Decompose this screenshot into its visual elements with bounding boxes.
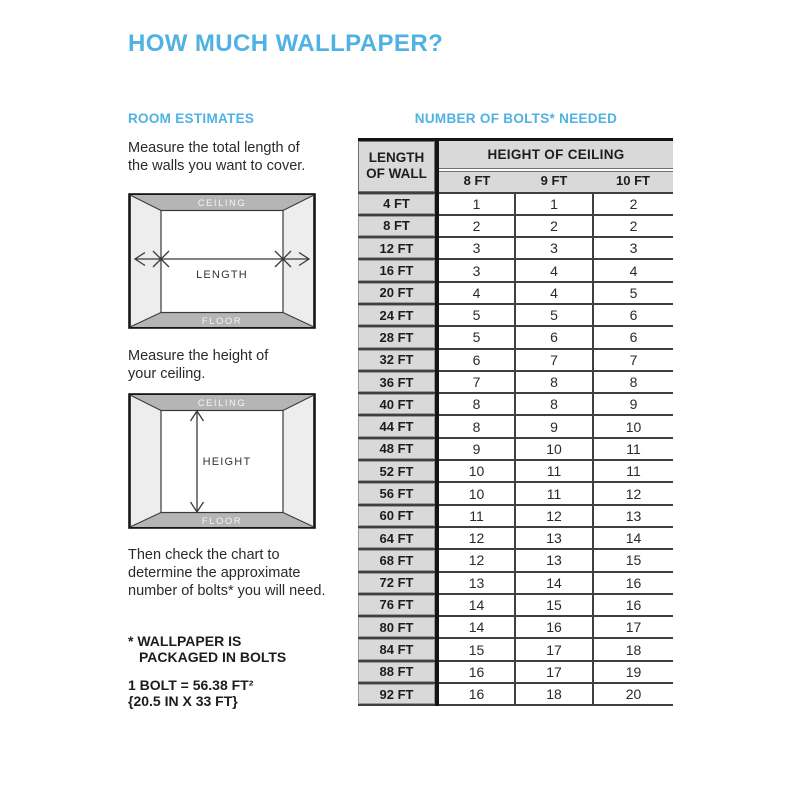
bolts-count-cell: 1: [515, 193, 593, 215]
bolts-count-cell: 12: [437, 549, 515, 571]
length-label: LENGTH: [196, 269, 248, 281]
bolts-count-cell: 4: [593, 259, 673, 281]
bolts-count-cell: 14: [437, 594, 515, 616]
wall-length-cell: 24 FT: [358, 304, 437, 326]
bolts-count-cell: 13: [437, 572, 515, 594]
table-row: [358, 482, 673, 504]
bolts-count-cell: 14: [437, 616, 515, 638]
bolts-count-cell: 12: [593, 482, 673, 504]
bolts-count-cell: 1: [437, 193, 515, 215]
table-row: [358, 505, 673, 527]
ceiling-label: CEILING: [197, 198, 247, 209]
bolt-size-line: 1 BOLT = 56.38 FT²: [128, 677, 254, 693]
bolts-count-cell: 8: [437, 393, 515, 415]
length-of-wall-header: [358, 140, 437, 193]
room-estimates-heading: ROOM ESTIMATES: [128, 111, 255, 126]
header-line: LENGTH: [368, 150, 425, 166]
wall-length-cell: 52 FT: [358, 460, 437, 482]
instruction-line: the walls you want to cover.: [128, 158, 306, 174]
bolts-footnote: [128, 634, 286, 665]
header-row: [358, 140, 673, 169]
wall-length-cell: 76 FT: [358, 594, 437, 616]
table-row: [358, 326, 673, 348]
bolts-count-cell: 3: [515, 237, 593, 259]
check-chart-instruction: [128, 546, 325, 600]
bolts-count-cell: 18: [593, 638, 673, 660]
table-row: [358, 683, 673, 705]
ceiling-9ft-header: 9 FT: [515, 169, 593, 193]
bolts-needed-table: [358, 138, 673, 706]
bolts-count-cell: 7: [437, 371, 515, 393]
bolts-count-cell: 11: [593, 460, 673, 482]
bolts-count-cell: 16: [437, 683, 515, 705]
instruction-line: determine the approximate: [128, 565, 301, 581]
bolts-count-cell: 15: [437, 638, 515, 660]
bolts-count-cell: 5: [515, 304, 593, 326]
bolts-count-cell: 18: [515, 683, 593, 705]
bolts-count-cell: 14: [593, 527, 673, 549]
wall-length-cell: 28 FT: [358, 326, 437, 348]
bolts-count-cell: 16: [593, 594, 673, 616]
table-row: [358, 415, 673, 437]
wall-length-cell: 16 FT: [358, 259, 437, 281]
table-row: [358, 527, 673, 549]
wall-length-cell: 8 FT: [358, 215, 437, 237]
back-wall: [161, 211, 283, 313]
bolts-count-cell: 14: [515, 572, 593, 594]
bolts-count-cell: 7: [593, 349, 673, 371]
wall-length-cell: 56 FT: [358, 482, 437, 504]
bolts-count-cell: 2: [593, 193, 673, 215]
bolts-count-cell: 4: [515, 259, 593, 281]
floor-label: FLOOR: [201, 516, 243, 527]
bolts-count-cell: 6: [593, 304, 673, 326]
bolts-count-cell: 17: [515, 638, 593, 660]
bolts-table-section: [358, 111, 674, 706]
bolts-count-cell: 8: [515, 371, 593, 393]
wall-length-cell: 80 FT: [358, 616, 437, 638]
bolts-count-cell: 2: [437, 215, 515, 237]
bolts-count-cell: 5: [437, 326, 515, 348]
table-row: [358, 193, 673, 215]
footnote-line: * WALLPAPER IS: [128, 633, 242, 649]
instruction-line: Then check the chart to: [128, 547, 280, 563]
bolts-count-cell: 2: [593, 215, 673, 237]
instruction-line: number of bolts* you will need.: [128, 583, 326, 599]
bolts-count-cell: 13: [515, 549, 593, 571]
bolts-count-cell: 8: [593, 371, 673, 393]
height-label: HEIGHT: [202, 456, 252, 468]
wall-length-cell: 32 FT: [358, 349, 437, 371]
bolts-count-cell: 3: [437, 259, 515, 281]
wall-length-cell: 48 FT: [358, 438, 437, 460]
bolts-needed-heading: NUMBER OF BOLTS* NEEDED: [414, 111, 618, 126]
instruction-line: your ceiling.: [128, 366, 206, 382]
bolts-count-cell: 11: [593, 438, 673, 460]
bolts-count-cell: 4: [515, 282, 593, 304]
measure-length-instruction: [128, 139, 305, 175]
header-line: OF WALL: [366, 166, 427, 182]
bolts-count-cell: 13: [515, 527, 593, 549]
table-row: [358, 438, 673, 460]
table-row: [358, 594, 673, 616]
footnote-line: PACKAGED IN BOLTS: [139, 648, 287, 665]
ceiling-10ft-header: 10 FT: [593, 169, 673, 193]
bolts-count-cell: 8: [515, 393, 593, 415]
wall-length-cell: 88 FT: [358, 661, 437, 683]
table-row: [358, 304, 673, 326]
table-row: [358, 460, 673, 482]
wall-length-cell: 40 FT: [358, 393, 437, 415]
ceiling-label: CEILING: [197, 398, 247, 409]
wall-length-cell: 84 FT: [358, 638, 437, 660]
bolts-count-cell: 9: [593, 393, 673, 415]
bolts-count-cell: 15: [515, 594, 593, 616]
bolts-count-cell: 12: [437, 527, 515, 549]
bolts-count-cell: 16: [515, 616, 593, 638]
height-of-ceiling-header: HEIGHT OF CEILING: [437, 140, 673, 169]
bolts-count-cell: 17: [593, 616, 673, 638]
wall-length-cell: 64 FT: [358, 527, 437, 549]
measure-height-instruction: [128, 347, 268, 383]
wall-length-cell: 4 FT: [358, 193, 437, 215]
floor-label: FLOOR: [201, 316, 243, 327]
bolts-count-cell: 11: [515, 460, 593, 482]
bolts-count-cell: 6: [437, 349, 515, 371]
bolts-count-cell: 5: [593, 282, 673, 304]
bolts-count-cell: 15: [593, 549, 673, 571]
bolts-count-cell: 3: [593, 237, 673, 259]
bolts-count-cell: 8: [437, 415, 515, 437]
bolts-count-cell: 10: [437, 460, 515, 482]
bolts-count-cell: 20: [593, 683, 673, 705]
table-row: [358, 282, 673, 304]
bolts-count-cell: 3: [437, 237, 515, 259]
table-row: [358, 616, 673, 638]
table-row: [358, 393, 673, 415]
room-length-diagram: [128, 193, 316, 329]
wall-length-cell: 68 FT: [358, 549, 437, 571]
table-row: [358, 349, 673, 371]
bolts-count-cell: 5: [437, 304, 515, 326]
bolts-count-cell: 2: [515, 215, 593, 237]
table-row: [358, 259, 673, 281]
bolts-count-cell: 6: [593, 326, 673, 348]
bolts-count-cell: 6: [515, 326, 593, 348]
page-title: HOW MUCH WALLPAPER?: [128, 30, 444, 57]
table-row: [358, 638, 673, 660]
table-row: [358, 215, 673, 237]
wall-length-cell: 36 FT: [358, 371, 437, 393]
wall-length-cell: 92 FT: [358, 683, 437, 705]
wall-length-cell: 72 FT: [358, 572, 437, 594]
bolts-count-cell: 10: [437, 482, 515, 504]
bolts-count-cell: 7: [515, 349, 593, 371]
table-row: [358, 371, 673, 393]
wall-length-cell: 60 FT: [358, 505, 437, 527]
table-row: [358, 572, 673, 594]
wall-length-cell: 20 FT: [358, 282, 437, 304]
bolts-count-cell: 16: [593, 572, 673, 594]
bolts-count-cell: 19: [593, 661, 673, 683]
wall-length-cell: 12 FT: [358, 237, 437, 259]
wall-length-cell: 44 FT: [358, 415, 437, 437]
instruction-line: Measure the total length of: [128, 140, 300, 156]
bolts-count-cell: 11: [515, 482, 593, 504]
bolts-count-cell: 11: [437, 505, 515, 527]
bolts-count-cell: 17: [515, 661, 593, 683]
bolts-count-cell: 4: [437, 282, 515, 304]
bolts-count-cell: 10: [515, 438, 593, 460]
bolt-size-line: {20.5 IN X 33 FT}: [128, 692, 238, 709]
bolt-size-info: [128, 678, 253, 709]
ceiling-8ft-header: 8 FT: [437, 169, 515, 193]
bolts-count-cell: 12: [515, 505, 593, 527]
instruction-line: Measure the height of: [128, 348, 269, 364]
bolts-count-cell: 9: [437, 438, 515, 460]
table-row: [358, 237, 673, 259]
bolts-count-cell: 10: [593, 415, 673, 437]
bolts-count-cell: 9: [515, 415, 593, 437]
room-height-diagram: [128, 393, 316, 529]
bolts-count-cell: 16: [437, 661, 515, 683]
table-row: [358, 549, 673, 571]
table-row: [358, 661, 673, 683]
bolts-count-cell: 13: [593, 505, 673, 527]
